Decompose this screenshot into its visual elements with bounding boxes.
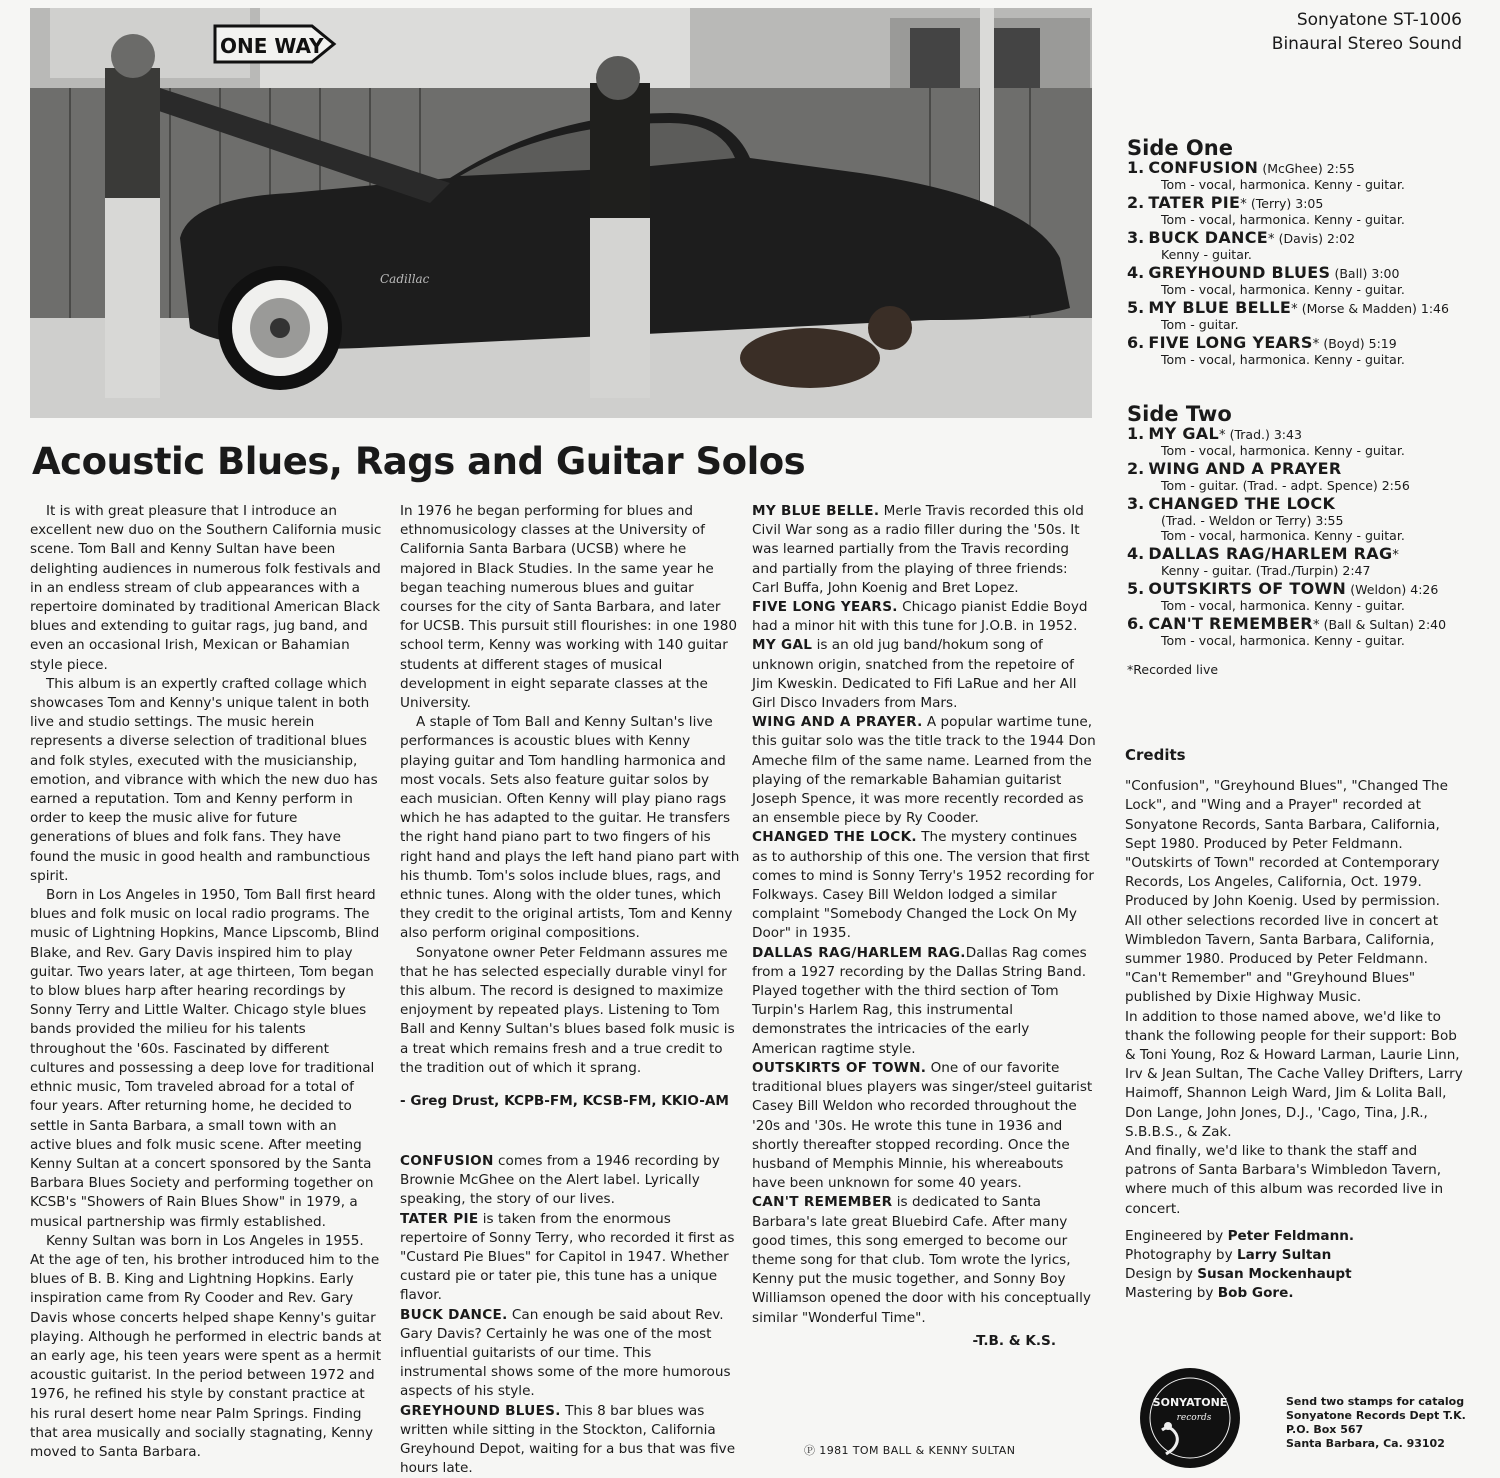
track-number: 3. xyxy=(1127,228,1145,247)
track-credits: Tom - vocal, harmonica. Kenny - guitar. xyxy=(1161,177,1405,192)
song-note xyxy=(752,1193,1096,1327)
track-title: CAN'T REMEMBER xyxy=(1148,614,1313,633)
track-credits: Tom - vocal, harmonica. Kenny - guitar. xyxy=(1161,443,1405,458)
track-number: 6. xyxy=(1127,333,1145,352)
liner-notes-column-1 xyxy=(30,502,382,1462)
track-meta: (Weldon) 4:26 xyxy=(1350,582,1439,597)
credits-heading: Credits xyxy=(1125,746,1186,764)
credits-paragraph: And finally, we'd like to thank the staff and patrons of Santa Barbara's Wimbledon Tavern, where much of this album was recorded live in concert. xyxy=(1125,1143,1444,1217)
song-note xyxy=(400,1152,740,1210)
song-note-text: comes from a 1946 recording by Brownie McGhee on the Alert label. Lyrically speaking, the story of our lives. xyxy=(400,1153,720,1208)
address-line: P.O. Box 567 xyxy=(1286,1423,1364,1436)
track-credits: Tom - vocal, harmonica. Kenny - guitar. xyxy=(1161,212,1405,227)
liner-notes-column-2 xyxy=(400,502,740,1111)
sonyatone-logo xyxy=(1140,1368,1240,1468)
track-number: 1. xyxy=(1127,158,1145,177)
song-note-text: The mystery continues as to authorship of this one. The version that first comes to mind is Sonny Terry's 1952 recording for Folkways. Casey Bill Weldon lodged a similar complaint "Somebody Changed the Lock On My Door" in 1935. xyxy=(752,829,1094,942)
song-note-text: This 8 bar blues was written while sitting in the Stockton, California Greyhound Depot, waiting for a bus that was five hours late. xyxy=(400,1402,736,1477)
song-note-title: MY GAL xyxy=(752,637,813,654)
notes-paragraph: A staple of Tom Ball and Kenny Sultan's live performances is acoustic blues with Kenny playing guitar and Tom handling harmonica and most vocals. Sets also feature guitar solos by each musician. Often Kenny will play piano rags which he has adapted to the guitar. He transfers the right hand piano part to two fingers of his right hand and plays the left hand piano part with his thumb. Tom's solos include blues, rags, and ethnic tunes. Along with the older tunes, which they credit to the original artists, Tom and Kenny also perform original compositions. xyxy=(400,714,740,942)
track-title: TATER PIE xyxy=(1148,193,1241,212)
track-item xyxy=(1127,195,1487,227)
track-star: * xyxy=(1240,197,1247,212)
song-note xyxy=(400,1210,740,1306)
track-item xyxy=(1127,230,1487,262)
album-title: Acoustic Blues, Rags and Guitar Solos xyxy=(32,440,806,483)
track-title: CONFUSION xyxy=(1148,158,1259,177)
credits-paragraph: "Confusion", "Greyhound Blues", "Changed The Lock", and "Wing and a Prayer" recorded at Sonyatone Records, Santa Barbara, California, Sept 1980. Produced by Peter Feldmann. xyxy=(1125,778,1448,852)
song-note-text: is an old jug band/hokum song of unknown origin, snatched from the repetoire of Jim Kweskin. Dedicated to Fifi LaRue and her All Girl Disco Invaders from Mars. xyxy=(752,637,1077,712)
cover-photo xyxy=(30,8,1092,418)
song-note-title: CONFUSION xyxy=(400,1153,494,1169)
track-title: CHANGED THE LOCK xyxy=(1148,494,1336,513)
catalog-number: Sonyatone ST-1006 xyxy=(1296,10,1462,30)
song-note xyxy=(752,502,1096,598)
credit-role-label: Design by xyxy=(1125,1266,1198,1283)
song-note-text: Chicago pianist Eddie Boyd had a minor hit with this tune for J.O.B. in 1952. xyxy=(752,599,1088,635)
song-note-title: GREYHOUND BLUES. xyxy=(400,1402,561,1419)
song-note xyxy=(752,598,1096,636)
car-script-text: Cadillac xyxy=(380,272,430,286)
credit-role-label: Photography by xyxy=(1125,1247,1237,1264)
one-way-sign-text: ONE WAY xyxy=(220,34,324,58)
track-item xyxy=(1127,300,1487,332)
track-number: 5. xyxy=(1127,298,1145,317)
track-star: * xyxy=(1312,618,1320,633)
song-note xyxy=(400,1306,740,1402)
catalog-info xyxy=(1272,8,1462,56)
song-note-title: MY BLUE BELLE. xyxy=(752,503,880,519)
track-star: * xyxy=(1291,302,1298,317)
notes-paragraph: Kenny Sultan was born in Los Angeles in 1955. At the age of ten, his brother introduced him to the blues of B. B. King and Lightning Hopkins. Early inspiration came from Ry Cooder and Rev. Gary Davis whose concerts helped shape Kenny's guitar playing. Although he performed in electric bands at an early age, his teen years were spent as a hermit acoustic guitarist. In the period between 1972 and 1976, he refined his style by constant practice at his rural desert home near Palm Springs. Finding that area musically and socially stagnating, Kenny moved to Santa Barbara. xyxy=(30,1232,382,1460)
track-number: 5. xyxy=(1127,579,1145,598)
song-note xyxy=(752,1059,1096,1193)
notes-paragraph: This album is an expertly crafted collage which showcases Tom and Kenny's unique talent in both live and studio settings. The music herein represents a diverse selection of traditional blues and folk styles, executed with the musicianship, emotion, and vibrance with which the new duo has earned a reputation. Tom and Kenny perform in order to keep the music alive for future generations of blues and folk fans. They have found the music in good health and rambunctious spirit. xyxy=(30,675,378,884)
track-title: DALLAS RAG/HARLEM RAG xyxy=(1148,544,1393,563)
track-meta: (Terry) 3:05 xyxy=(1250,196,1324,211)
notes-paragraph: Born in Los Angeles in 1950, Tom Ball first heard blues and folk music on local radio programs. The music of Lightning Hopkins, Mance Lipscomb, Blind Blake, and Rev. Gary Davis inspired him to play guitar. Two years later, at age thirteen, Tom began to blow blues harp after hearing recordings by Sonny Terry and Little Walter. Chicago style blues bands provided the milieu for his talents throughout the '60s. Fascinated by different cultures and possessing a deep love for traditional ethnic music, Tom traveled abroad for a total of four years. After returning home, he decided to settle in Santa Barbara, a small town with an active blues and folk music scene. After meeting Kenny Sultan at a concert sponsored by the Santa Barbara Blues Society and performing together on KCSB's "Showers of Rain Blues Show" in 1979, a musical partnership was firmly established. xyxy=(30,887,380,1230)
track-number: 3. xyxy=(1127,494,1145,513)
song-note-title: DALLAS RAG/HARLEM RAG. xyxy=(752,944,966,961)
side-two-tracklist xyxy=(1127,402,1487,677)
song-note-title: FIVE LONG YEARS. xyxy=(752,599,898,616)
song-note-text: One of our favorite traditional blues players was singer/steel guitarist Casey Bill Weldon who recorded throughout the '20s and '30s. He wrote this tune in 1936 and shortly thereafter stopped recording. Once the husband of Memphis Minnie, his whereabouts have been unknown for some 40 years. xyxy=(752,1059,1093,1192)
credits-paragraph: "Can't Remember" and "Greyhound Blues" published by Dixie Highway Music. xyxy=(1125,970,1416,1006)
credit-role xyxy=(1125,1227,1465,1246)
track-meta: (Davis) 2:02 xyxy=(1278,231,1356,246)
notes-signature: - Greg Drust, KCPB-FM, KCSB-FM, KKIO-AM xyxy=(400,1093,729,1110)
track-item xyxy=(1127,461,1487,493)
song-note xyxy=(752,713,1096,828)
song-note-title: CAN'T REMEMBER xyxy=(752,1194,893,1211)
notes-paragraph: In 1976 he began performing for blues and ethnomusicology classes at the University of California Santa Barbara (UCSB) where he majored in Black Studies. In the same year he began teaching numerous blues and guitar courses for the city of Santa Barbara, and later for UCSB. This pursuit still flourishes: in one 1980 school term, Kenny was working with 140 guitar students at different stages of musical development in eight separate classes at the University. xyxy=(400,503,738,712)
track-number: 4. xyxy=(1127,263,1145,282)
address-line: Send two stamps for catalog xyxy=(1286,1395,1465,1408)
track-meta: (Boyd) 5:19 xyxy=(1323,336,1397,351)
track-number: 4. xyxy=(1127,544,1145,563)
credit-role-name: Peter Feldmann. xyxy=(1227,1227,1355,1244)
song-note-title: BUCK DANCE. xyxy=(400,1306,508,1323)
track-number: 6. xyxy=(1127,614,1145,633)
track-item xyxy=(1127,335,1487,367)
track-credits: (Trad. - Weldon or Terry) 3:55 xyxy=(1161,513,1344,528)
credit-role xyxy=(1125,1246,1465,1265)
track-credits: Tom - guitar. (Trad. - adpt. Spence) 2:56 xyxy=(1161,478,1410,493)
track-item xyxy=(1127,616,1487,648)
notes-signature-tbks: -T.B. & K.S. xyxy=(972,1332,1056,1349)
song-note-text: A popular wartime tune, this guitar solo was the title track to the 1944 Don Ameche film of the same name. Learned from the playing of the remarkable Bahamian guitarist Joseph Spence, it was more recently recorded as an ensemble piece by Ry Cooder. xyxy=(752,714,1096,827)
track-number: 2. xyxy=(1127,193,1145,212)
credits-paragraph: In addition to those named above, we'd like to thank the following people for their support: Bob & Toni Young, Roz & Howard Larman, Laurie Linn, Irv & Jean Sultan, The Cache Valley Drifters, Larry Haimoff, Shannon Leigh Ward, Jim & Lolita Ball, Don Lange, John Jones, D.J., 'Cago, Tina, J.R., S.B.B.S., & Zak. xyxy=(1125,1008,1463,1140)
side-one-heading: Side One xyxy=(1127,136,1233,160)
credit-role-name: Susan Mockenhaupt xyxy=(1197,1266,1352,1283)
record-label-logo-icon xyxy=(1140,1368,1240,1468)
track-number: 2. xyxy=(1127,459,1145,478)
song-notes-column-a xyxy=(400,1152,740,1478)
credits-paragraph: All other selections recorded live in concert at Wimbledon Tavern, Santa Barbara, California, summer 1980. Produced by Peter Feldmann. xyxy=(1125,912,1439,968)
address-line: Sonyatone Records Dept T.K. xyxy=(1286,1409,1466,1422)
credits-paragraph: "Outskirts of Town" recorded at Contemporary Records, Los Angeles, California, Oct. 1979. Produced by John Koenig. Used by permission. xyxy=(1125,855,1440,910)
track-star: * xyxy=(1392,548,1399,563)
track-meta: (Ball & Sultan) 2:40 xyxy=(1323,617,1447,632)
track-item xyxy=(1127,160,1487,192)
song-note-text: is taken from the enormous repertoire of Sonny Terry, who recorded it first as "Custard Pie Blues" for Capitol in 1947. Whether custard pie or tater pie, this tune has a unique flavor. xyxy=(400,1210,735,1304)
catalog-address xyxy=(1286,1395,1466,1451)
address-line: Santa Barbara, Ca. 93102 xyxy=(1286,1437,1445,1450)
track-credits: Tom - vocal, harmonica. Kenny - guitar. xyxy=(1161,352,1405,367)
song-note-text: Dallas Rag comes from a 1927 recording by the Dallas String Band. Played together with the third section of Tom Turpin's Harlem Rag, this instrumental demonstrates the intricacies of the early American ragtime style. xyxy=(752,944,1087,1057)
track-item xyxy=(1127,496,1487,543)
sound-format: Binaural Stereo Sound xyxy=(1271,34,1462,54)
track-title: MY BLUE BELLE xyxy=(1148,298,1292,317)
car-photo-illustration xyxy=(30,8,1092,418)
track-credits: Tom - vocal, harmonica. Kenny - guitar. xyxy=(1161,282,1405,297)
track-title: WING AND A PRAYER xyxy=(1148,459,1342,478)
song-note-text: is dedicated to Santa Barbara's late great Bluebird Cafe. After many good times, this song emerged to become our theme song for that club. Tom wrote the lyrics, Kenny put the music together, and Sonny Boy Williamson opened the door with his conceptually similar "Wonderful Time". xyxy=(752,1194,1091,1326)
credit-role-label: Engineered by xyxy=(1125,1227,1228,1244)
track-credits: Tom - vocal, harmonica. Kenny - guitar. xyxy=(1161,633,1405,648)
track-star: * xyxy=(1267,232,1275,247)
song-note-text: Can enough be said about Rev. Gary Davis? Certainly he was one of the most influential guitarists of our time. This instrumental shows some of the more humorous aspects of his style. xyxy=(400,1306,731,1400)
track-title: MY GAL xyxy=(1148,424,1219,443)
copyright-line: Ⓟ 1981 TOM BALL & KENNY SULTAN xyxy=(804,1444,1016,1457)
song-notes-column-b xyxy=(752,502,1096,1351)
track-meta: (Trad.) 3:43 xyxy=(1229,427,1302,442)
track-credits: Tom - vocal, harmonica. Kenny - guitar. xyxy=(1161,598,1405,613)
track-credits: Kenny - guitar. (Trad./Turpin) 2:47 xyxy=(1161,563,1371,578)
track-credits: Kenny - guitar. xyxy=(1161,247,1252,262)
track-item xyxy=(1127,426,1487,458)
credit-role xyxy=(1125,1265,1465,1284)
credits-section xyxy=(1125,746,1465,1304)
logo-sub: records xyxy=(1176,1413,1212,1423)
notes-paragraph: Sonyatone owner Peter Feldmann assures me that he has selected especially durable vinyl for this album. The record is designed to maximize enjoyment by repeated plays. Listening to Tom Ball and Kenny Sultan's blues based folk music is a treat which remains fresh and a true credit to the tradition out of which it sprang. xyxy=(400,944,735,1076)
side-one-tracklist xyxy=(1127,136,1487,370)
song-note xyxy=(400,1402,740,1478)
track-item xyxy=(1127,265,1487,297)
credit-role-name: Larry Sultan xyxy=(1236,1247,1332,1264)
credit-role xyxy=(1125,1284,1465,1303)
side-two-heading: Side Two xyxy=(1127,402,1232,426)
track-title: BUCK DANCE xyxy=(1148,228,1268,247)
notes-paragraph: It is with great pleasure that I introduce an excellent new duo on the Southern California music scene. Tom Ball and Kenny Sultan have been delighting audiences in numerous folk festivals and in an endless stream of club appearances with a repertoire dominated by traditional American Black blues and extending to guitar rags, jug band, and even an occasional Irish, Mexican or Bahamian style piece. xyxy=(30,503,382,673)
track-credits: Tom - vocal, harmonica. Kenny - guitar. xyxy=(1161,528,1405,543)
track-star: * xyxy=(1218,428,1226,443)
song-note xyxy=(752,828,1096,943)
track-meta: (Morse & Madden) 1:46 xyxy=(1301,301,1449,316)
song-note xyxy=(752,944,1096,1059)
song-note-title: TATER PIE xyxy=(400,1210,479,1227)
recorded-live-note: *Recorded live xyxy=(1127,662,1219,677)
track-title: OUTSKIRTS OF TOWN xyxy=(1148,579,1347,598)
logo-name: SONYATONE xyxy=(1152,1396,1228,1409)
track-meta: (Ball) 3:00 xyxy=(1334,266,1400,281)
song-note xyxy=(752,636,1096,713)
song-note-title: OUTSKIRTS OF TOWN. xyxy=(752,1059,927,1076)
track-title: FIVE LONG YEARS xyxy=(1148,333,1313,352)
song-note-title: CHANGED THE LOCK. xyxy=(752,829,917,846)
credit-role-label: Mastering by xyxy=(1125,1285,1218,1302)
track-credits: Tom - guitar. xyxy=(1161,317,1239,332)
track-item xyxy=(1127,546,1487,578)
song-note-title: WING AND A PRAYER. xyxy=(752,714,923,731)
track-star: * xyxy=(1312,337,1320,352)
track-title: GREYHOUND BLUES xyxy=(1148,263,1331,282)
track-item xyxy=(1127,581,1487,613)
track-meta: (McGhee) 2:55 xyxy=(1262,161,1355,176)
credit-role-name: Bob Gore. xyxy=(1217,1285,1294,1302)
song-note-text: Merle Travis recorded this old Civil War song as a radio filler during the '50s. It was learned partially from the Travis recording and partially from the playing of three friends: Carl Buffa, John Koenig and Bret Lopez. xyxy=(752,503,1084,596)
track-number: 1. xyxy=(1127,424,1145,443)
